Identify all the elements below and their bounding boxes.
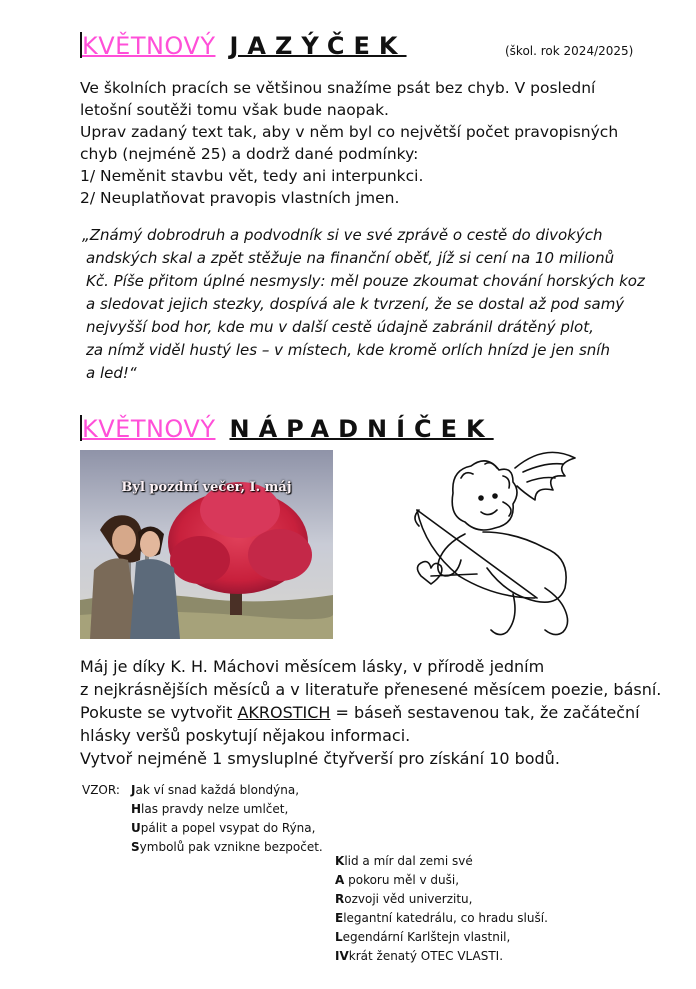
quote-line: nejvyšší bod hor, kde mu v další cestě údajně zabránil drátěný plot,: [86, 318, 594, 336]
section1-intro: [80, 77, 622, 209]
intro-line: letošní soutěži tomu však bude naopak.: [80, 101, 389, 119]
poem-text: ak ví snad každá blondýna,: [135, 783, 300, 797]
acrostic-letter: R: [335, 892, 345, 906]
section1-title-black: JAZÝČEK: [229, 32, 407, 60]
poem-text: egendární Karlštejn vlastnil,: [342, 930, 511, 944]
quote-line: a led!“: [86, 364, 137, 382]
section2-title-pink: KVĚTNOVÝ: [82, 415, 216, 443]
cupid-icon: [395, 448, 605, 643]
poem-line: [335, 890, 548, 909]
intro-line: Uprav zadaný text tak, aby v něm byl co největší počet pravopisných: [80, 123, 619, 141]
section2-heading: [82, 415, 494, 443]
poem-text: las pravdy nelze umlčet,: [141, 802, 289, 816]
poem-line: [131, 800, 323, 819]
example-poem-1: [131, 781, 323, 857]
poem-text: pálit a popel vsypat do Rýna,: [140, 821, 316, 835]
poem-line: [335, 909, 548, 928]
quote-line: Kč. Píše přitom úplné nesmysly: měl pouze zkoumat chování horských koz: [86, 272, 645, 290]
body-line: Máj je díky K. H. Máchovi měsícem lásky, v přírodě jedním: [80, 657, 545, 676]
poem-text: pokoru měl v duši,: [344, 873, 460, 887]
acrostic-letter: U: [131, 821, 141, 835]
cupid-drawing: [395, 448, 605, 643]
quote-line: andských skal a zpět stěžuje na finanční oběť, jíž si cení na 10 milionů: [86, 249, 615, 267]
intro-line: chyb (nejméně 25) a dodrž dané podmínky:: [80, 145, 419, 163]
couple-tree-illustration: [80, 450, 333, 639]
poem-text: ozvoji věd univerzitu,: [344, 892, 473, 906]
task-line: hlásky veršů poskytují nějakou informaci.: [80, 726, 411, 745]
task-before: Pokuste se vytvořit: [80, 703, 238, 722]
acrostic-letter: IV: [335, 949, 349, 963]
poem-line: [335, 852, 548, 871]
task-line: [80, 701, 640, 724]
task-line: Vytvoř nejméně 1 smysluplné čtyřverší pro získání 10 bodů.: [80, 749, 560, 768]
acrostic-letter: H: [131, 802, 142, 816]
intro-line: Ve školních pracích se většinou snažíme psát bez chyb. V poslední: [80, 79, 596, 97]
section2-body: [80, 655, 662, 770]
intro-line: 2/ Neuplatňovat pravopis vlastních jmen.: [80, 189, 400, 207]
task-after: = báseň sestavenou tak, že začáteční: [330, 703, 640, 722]
poem-line: [131, 819, 323, 838]
poem-line: [131, 838, 323, 857]
quote-line: „Známý dobrodruh a podvodník si ve své zprávě o cestě do divokých: [82, 226, 603, 244]
akrostich-term: AKROSTICH: [237, 703, 331, 722]
acrostic-letter: S: [131, 840, 140, 854]
section1-title-pink: KVĚTNOVÝ: [82, 32, 216, 60]
poem-line: [335, 928, 548, 947]
may-photo: [80, 450, 333, 639]
acrostic-letter: A: [335, 873, 345, 887]
poem-text: lid a mír dal zemi své: [344, 854, 473, 868]
school-year: (škol. rok 2024/2025): [505, 44, 634, 58]
poem-text: ymbolů pak vznikne bezpočet.: [139, 840, 323, 854]
acrostic-letter: L: [335, 930, 343, 944]
section1-heading: [82, 32, 407, 60]
intro-line: 1/ Neměnit stavbu vět, tedy ani interpunkci.: [80, 167, 424, 185]
acrostic-letter: J: [131, 783, 136, 797]
poem-text: legantní katedrálu, co hradu sluší.: [343, 911, 548, 925]
poem-line: [335, 947, 548, 966]
exercise-quote: [80, 224, 650, 385]
example-label: VZOR:: [82, 783, 120, 797]
body-line: z nejkrásnějších měsíců a v literatuře přenesené měsícem poezie, básní.: [80, 680, 662, 699]
quote-line: za nímž viděl hustý les – v místech, kde kromě orlích hnízd je jen sníh: [86, 341, 610, 359]
example-poem-2: [335, 852, 548, 966]
photo-caption: Byl pozdní večer, I. máj: [121, 480, 292, 495]
poem-line: [335, 871, 548, 890]
section2-title-black: NÁPADNÍČEK: [229, 415, 494, 443]
quote-line: a sledovat jejich stezky, dospívá ale k tvrzení, že se dostal až pod samý: [86, 295, 625, 313]
poem-line: [131, 781, 323, 800]
acrostic-letter: E: [335, 911, 344, 925]
poem-text: krát ženatý OTEC VLASTI.: [348, 949, 504, 963]
acrostic-letter: K: [335, 854, 345, 868]
